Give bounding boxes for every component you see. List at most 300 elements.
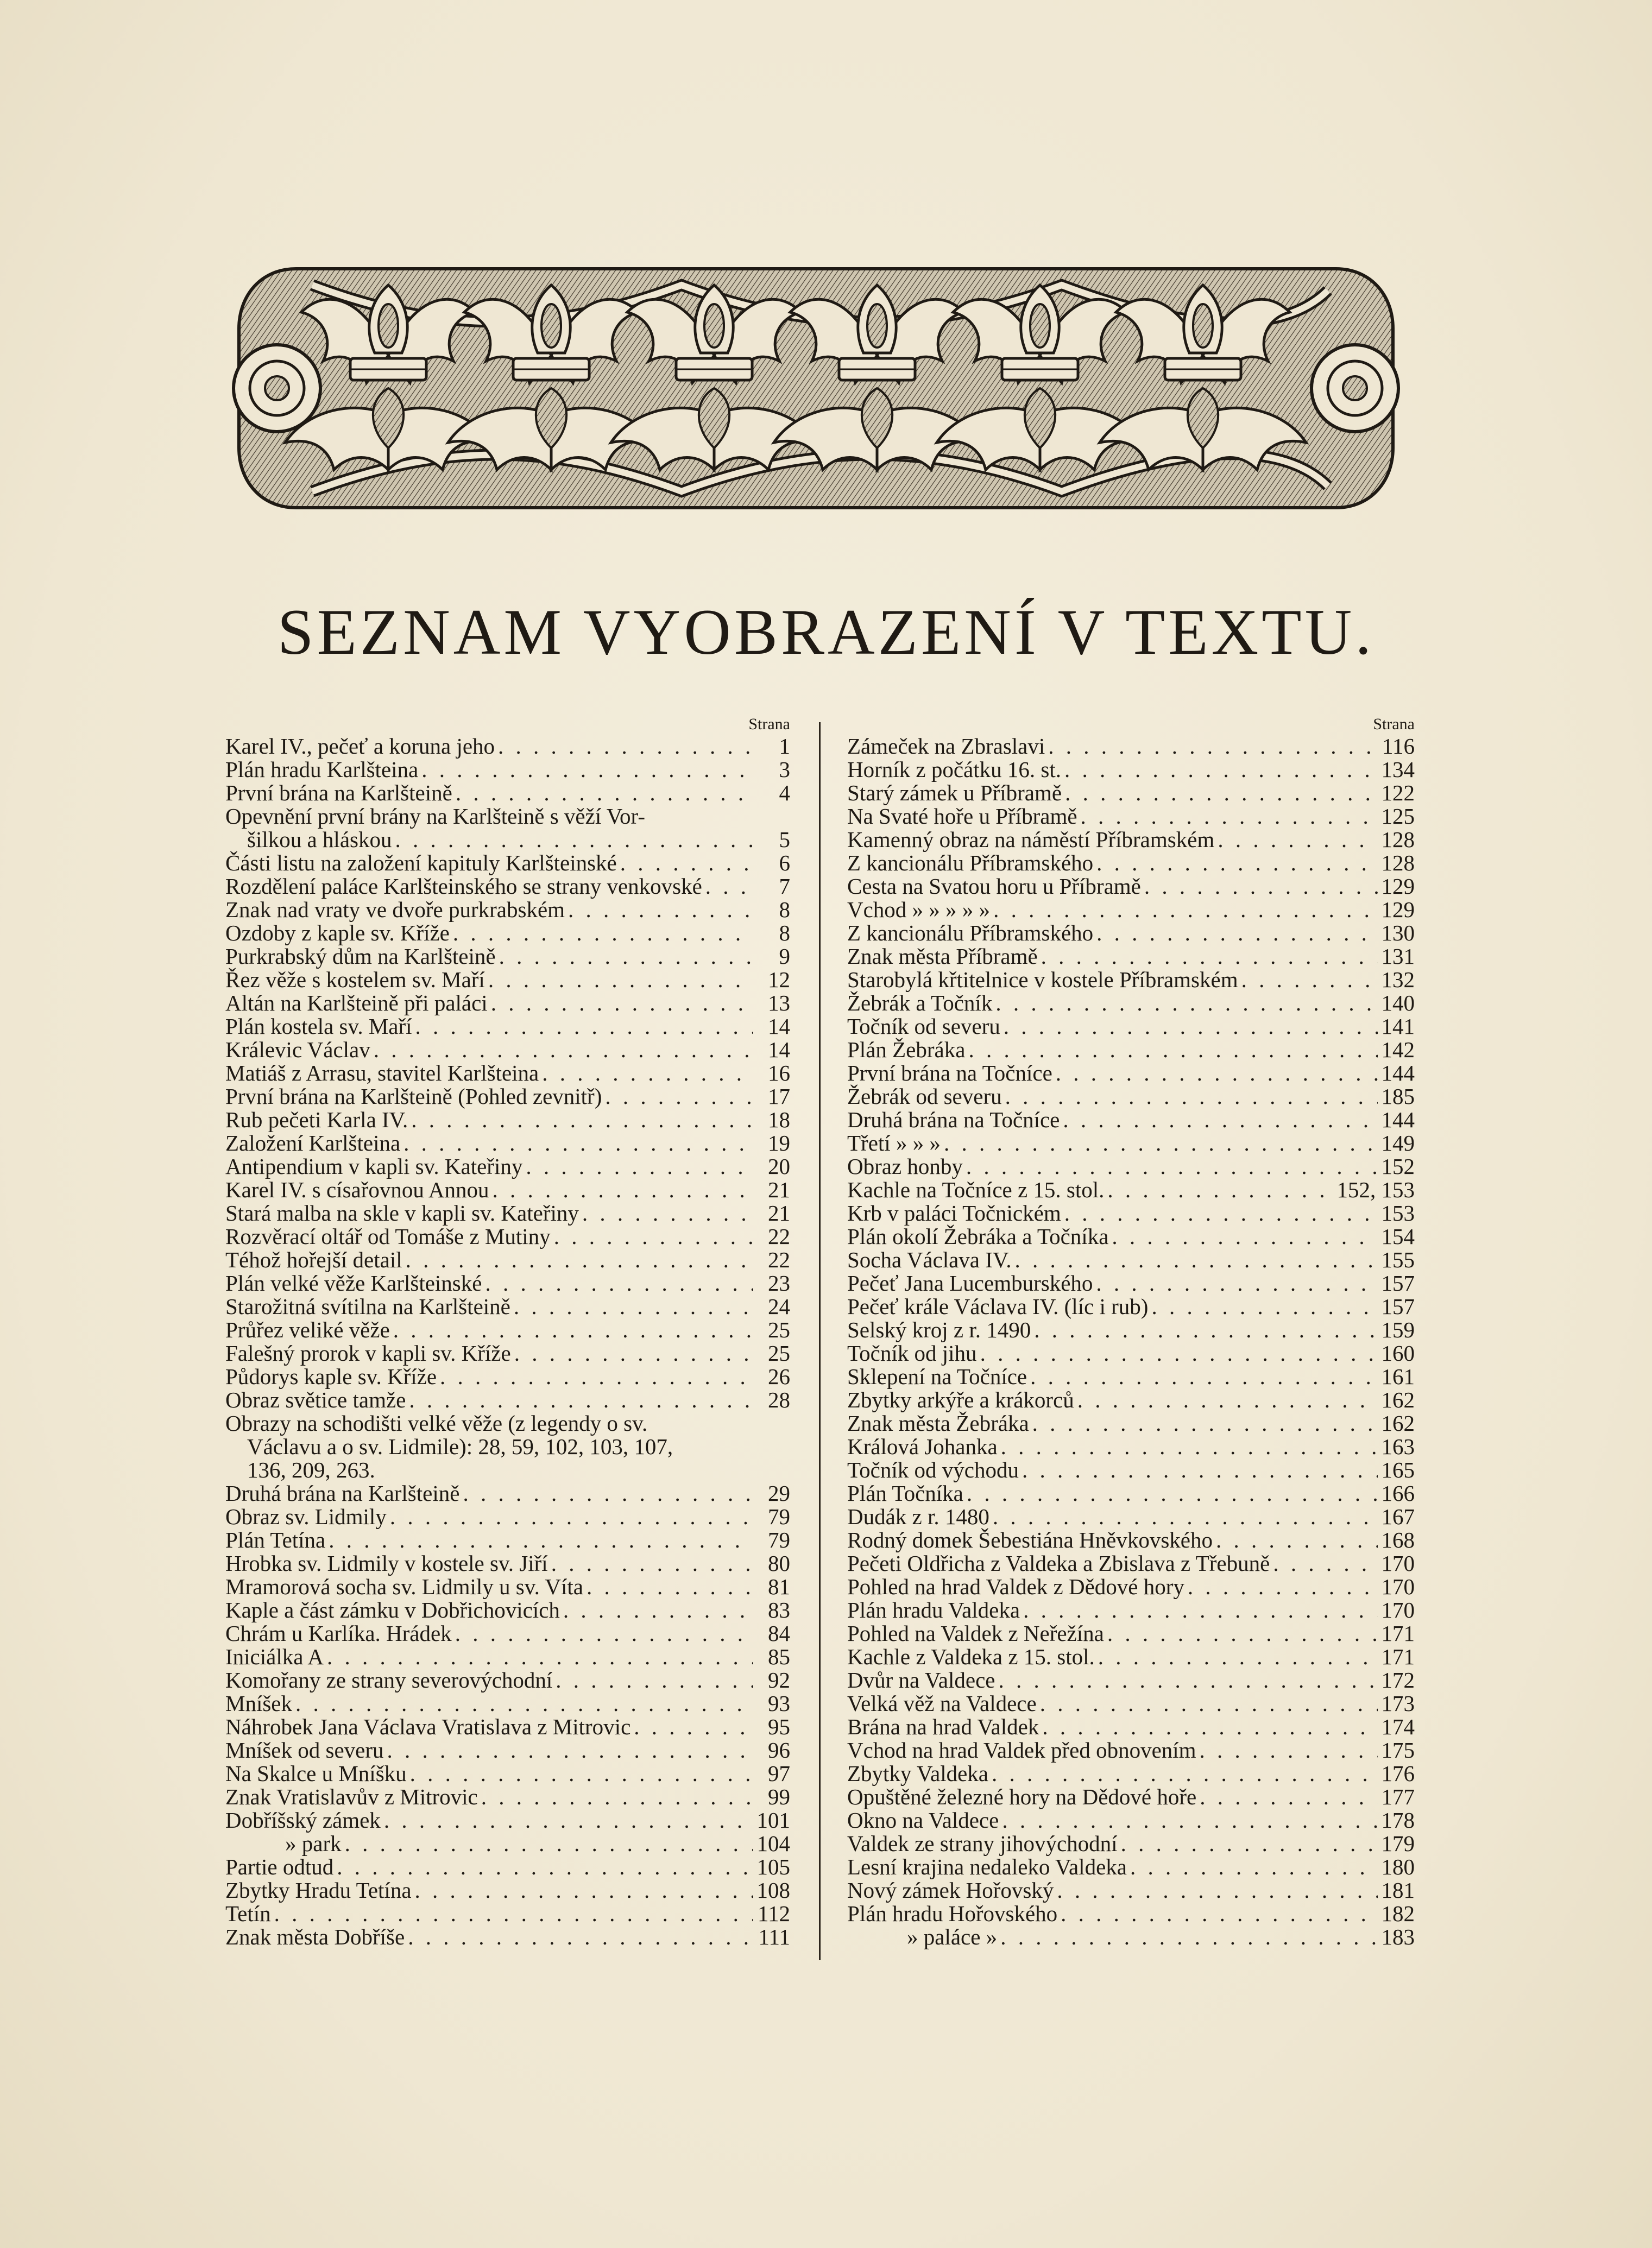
- list-item: [225, 1412, 790, 1482]
- leader-dots: [1108, 1225, 1378, 1248]
- page-number: 161: [1381, 1364, 1415, 1389]
- list-item: [847, 1832, 1415, 1855]
- page-number: 93: [768, 1691, 790, 1716]
- leader-dots: [482, 1272, 753, 1295]
- page-number: 9: [779, 944, 790, 969]
- page-number: 157: [1381, 1294, 1415, 1319]
- page-number: 128: [1381, 827, 1415, 852]
- entry-title: Kamenný obraz na náměstí Příbramském: [847, 827, 1215, 852]
- page-number: 128: [1381, 850, 1415, 875]
- leader-dots: [1054, 1879, 1378, 1902]
- entry-title: Sklepení na Točníce: [847, 1364, 1027, 1389]
- entry-title: Plán velké věže Karlšteinské: [225, 1271, 482, 1296]
- page-number: 149: [1381, 1131, 1415, 1155]
- list-item: [225, 875, 790, 898]
- entry-title: Druhá brána na Karlšteině: [225, 1481, 460, 1506]
- entry-title: Starý zámek u Příbramě: [847, 780, 1062, 805]
- list-item: [225, 898, 790, 921]
- list-item: [225, 1622, 790, 1645]
- page-number: 177: [1381, 1784, 1415, 1809]
- page-number: 6: [779, 850, 790, 875]
- page-number: 153: [1381, 1201, 1415, 1226]
- page-number: 25: [768, 1317, 790, 1342]
- entry-title: Kaple a část zámku v Dobřichovicích: [225, 1597, 560, 1622]
- page-number: 129: [1381, 897, 1415, 922]
- entry-title: První brána na Točníce: [847, 1060, 1052, 1085]
- list-item: [225, 1318, 790, 1342]
- entry-title: Znak Vratislavův z Mitrovic: [225, 1784, 478, 1809]
- leader-dots: [583, 1575, 753, 1599]
- leader-dots: [988, 1762, 1378, 1785]
- entry-title: Žebrák od severu: [847, 1084, 1002, 1109]
- list-item: [847, 1412, 1415, 1435]
- list-item: [847, 1015, 1415, 1038]
- list-item: [847, 1295, 1415, 1318]
- page-number: 8: [779, 920, 790, 945]
- page-number: 25: [768, 1341, 790, 1366]
- list-item: [847, 1715, 1415, 1739]
- page-number: 116: [1382, 734, 1415, 759]
- list-item: [225, 1902, 790, 1925]
- list-item: [847, 1365, 1415, 1388]
- leader-dots: [1019, 1458, 1378, 1482]
- leader-dots: [702, 875, 753, 898]
- entry-title: Socha Václava IV.: [847, 1247, 1012, 1272]
- leader-dots: [990, 898, 1378, 921]
- page-number: 104: [756, 1831, 790, 1856]
- right-column: [847, 714, 1415, 1949]
- list-item: [225, 1038, 790, 1062]
- entry-title: Plán Točníka: [847, 1481, 963, 1506]
- page-number: 26: [768, 1364, 790, 1389]
- strana-header: Strana: [1373, 715, 1415, 733]
- list-item: [847, 1622, 1415, 1645]
- leader-dots: [405, 1925, 753, 1949]
- leader-dots: [408, 1108, 753, 1132]
- leader-dots: [1238, 968, 1378, 992]
- list-item: [847, 945, 1415, 968]
- list-item: [847, 1155, 1415, 1178]
- list-item: [847, 968, 1415, 992]
- list-item: [225, 735, 790, 758]
- entry-title: Pečeť Jana Lucemburského: [847, 1271, 1093, 1296]
- leader-dots: [602, 1085, 753, 1108]
- list-item: [847, 1739, 1415, 1762]
- leader-dots: [406, 1388, 753, 1412]
- leader-dots: [963, 1155, 1378, 1178]
- list-item: [225, 1599, 790, 1622]
- leader-dots: [1038, 945, 1378, 968]
- leader-dots: [1061, 1202, 1378, 1225]
- entry-title: Krb v paláci Točnickém: [847, 1201, 1061, 1226]
- leader-dots: [965, 1038, 1378, 1062]
- leader-dots: [1270, 1552, 1378, 1575]
- page-number: 170: [1381, 1551, 1415, 1576]
- list-item: [847, 1318, 1415, 1342]
- entry-title: Horník z počátku 16. st.: [847, 757, 1061, 782]
- leader-dots: [271, 1902, 753, 1925]
- leader-dots: [1020, 1599, 1378, 1622]
- entry-title: Králevic Václav: [225, 1037, 370, 1062]
- leader-dots: [392, 828, 753, 851]
- list-item: [847, 735, 1415, 758]
- leader-dots: [552, 1669, 753, 1692]
- page-number: 19: [768, 1131, 790, 1155]
- entry-title: Kachle z Valdeka z 15. stol.: [847, 1644, 1095, 1669]
- leader-dots: [1029, 1412, 1378, 1435]
- entry-title: Vchod na hrad Valdek před obnovením: [847, 1738, 1196, 1763]
- entry-title: Iniciálka A: [225, 1644, 324, 1669]
- entry-title: První brána na Karlšteině: [225, 780, 452, 805]
- page-number: 21: [768, 1177, 790, 1202]
- list-item: [847, 1529, 1415, 1552]
- page-title: SEZNAM VYOBRAZENÍ V TEXTU.: [277, 596, 1375, 668]
- list-item: [847, 1458, 1415, 1482]
- list-item: [847, 1178, 1415, 1202]
- leader-dots: [1095, 1645, 1378, 1669]
- list-item: [847, 1902, 1415, 1925]
- list-item: [225, 805, 790, 828]
- page-number: 22: [768, 1224, 790, 1249]
- leader-dots: [1002, 1085, 1378, 1108]
- entry-title: Z kancionálu Příbramského: [847, 920, 1094, 945]
- list-item: [847, 1062, 1415, 1085]
- page-number: 21: [768, 1201, 790, 1226]
- entry-title: Z kancionálu Příbramského: [847, 850, 1094, 875]
- list-item: [847, 1669, 1415, 1692]
- entry-title: Chrám u Karlíka. Hrádek: [225, 1621, 452, 1646]
- page-number: 131: [1381, 944, 1415, 969]
- leader-dots: [402, 1248, 753, 1272]
- entry-title: Znak města Dobříše: [225, 1924, 405, 1949]
- page-number: 144: [1381, 1107, 1415, 1132]
- leader-dots: [1062, 781, 1378, 805]
- list-item: [225, 1552, 790, 1575]
- entry-title: První brána na Karlšteině (Pohled zevnitř): [225, 1084, 602, 1109]
- leader-dots: [459, 1482, 753, 1505]
- page-number: 175: [1381, 1738, 1415, 1763]
- entry-title: Náhrobek Jana Václava Vratislava z Mitrovic: [225, 1714, 631, 1739]
- page-number: 142: [1381, 1037, 1415, 1062]
- page-number: 79: [768, 1504, 790, 1529]
- list-item: [847, 1762, 1415, 1785]
- leader-dots: [1148, 1295, 1378, 1318]
- list-item: [225, 945, 790, 968]
- list-item: [225, 1482, 790, 1505]
- list-item: [847, 921, 1415, 945]
- leader-dots: [1060, 1108, 1378, 1132]
- page-number: 85: [768, 1644, 790, 1669]
- list-item: [225, 1645, 790, 1669]
- page-number: 13: [768, 990, 790, 1015]
- entry-title: Plán okolí Žebráka a Točníka: [847, 1224, 1109, 1249]
- list-item: [847, 875, 1415, 898]
- entry-title: Obraz honby: [847, 1154, 963, 1179]
- entry-title: Hrobka sv. Lidmily v kostele sv. Jiří: [225, 1551, 548, 1576]
- entry-title: Starožitná svítilna na Karlšteině: [225, 1294, 510, 1319]
- list-item: [847, 758, 1415, 781]
- page-number: 171: [1381, 1621, 1415, 1646]
- list-item: [847, 1248, 1415, 1272]
- list-item: [847, 1482, 1415, 1505]
- page-number: 96: [768, 1738, 790, 1763]
- page-number: 159: [1381, 1317, 1415, 1342]
- leader-dots: [325, 1529, 753, 1552]
- entry-title: Tetín: [225, 1901, 271, 1926]
- entry-title: Točník od severu: [847, 1014, 1000, 1039]
- entry-title: Nový zámek Hořovský: [847, 1878, 1054, 1903]
- entry-title: Pečeť krále Václava IV. (líc i rub): [847, 1294, 1149, 1319]
- list-item: [225, 1062, 790, 1085]
- leader-dots: [437, 1365, 753, 1388]
- leader-dots: [997, 1925, 1378, 1949]
- page-number: 28: [768, 1387, 790, 1412]
- leader-dots: [1074, 1388, 1378, 1412]
- leader-dots: [1184, 1575, 1378, 1599]
- list-item: [847, 1108, 1415, 1132]
- list-item: [847, 1809, 1415, 1832]
- page-number: 20: [768, 1154, 790, 1179]
- entry-title: Dudák z r. 1480: [847, 1504, 989, 1529]
- list-item: [225, 1132, 790, 1155]
- leader-dots: [412, 1015, 753, 1038]
- entry-title: Altán na Karlšteině při paláci: [225, 990, 488, 1015]
- page-number: 108: [756, 1878, 790, 1903]
- list-item: [225, 1178, 790, 1202]
- entry-title: Opuštěné železné hory na Dědové hoře: [847, 1784, 1197, 1809]
- page-number: 16: [768, 1060, 790, 1085]
- page-number: 101: [756, 1808, 790, 1833]
- entry-title: Znak města Příbramě: [847, 944, 1038, 969]
- entry-title: Karel IV. s císařovnou Annou: [225, 1177, 489, 1202]
- leader-dots: [998, 1435, 1378, 1458]
- page-number: 140: [1381, 990, 1415, 1015]
- leader-dots: [1196, 1739, 1378, 1762]
- page-number: 157: [1381, 1271, 1415, 1296]
- page-number: 14: [768, 1037, 790, 1062]
- list-item: [225, 781, 790, 805]
- leader-dots: [1052, 1062, 1378, 1085]
- strana-header: Strana: [748, 715, 790, 733]
- leader-dots: [1196, 1785, 1378, 1809]
- page-number: 163: [1381, 1434, 1415, 1459]
- list-item: [847, 1085, 1415, 1108]
- leader-dots: [488, 992, 753, 1015]
- leader-dots: [941, 1132, 1378, 1155]
- list-item: [847, 992, 1415, 1015]
- leader-dots: [522, 1155, 753, 1178]
- list-item: [847, 1505, 1415, 1529]
- entry-title: Václavu a o sv. Lidmile): 28, 59, 102, 103, 107,: [247, 1434, 673, 1459]
- entry-title: Ozdoby z kaple sv. Kříže: [225, 920, 450, 945]
- leader-dots: [370, 1038, 753, 1062]
- list-item: [225, 1785, 790, 1809]
- page-number: 166: [1381, 1481, 1415, 1506]
- list-item: [225, 1832, 790, 1855]
- page-number: 12: [768, 967, 790, 992]
- leader-dots: [548, 1552, 753, 1575]
- list-item: [847, 851, 1415, 875]
- leader-dots: [1037, 1692, 1378, 1715]
- entry-title: Na Skalce u Mníšku: [225, 1761, 407, 1786]
- left-column: [225, 714, 790, 1949]
- page-number: 168: [1381, 1527, 1415, 1552]
- entry-title: Zbytky arkýře a krákorců: [847, 1387, 1074, 1412]
- page-number: 130: [1381, 920, 1415, 945]
- page-number: 167: [1381, 1504, 1415, 1529]
- entry-title: Plán Tetína: [225, 1527, 326, 1552]
- leader-dots: [418, 758, 753, 781]
- list-item: [225, 1225, 790, 1248]
- entry-title: Plán Žebráka: [847, 1037, 966, 1062]
- leader-dots: [999, 1809, 1378, 1832]
- list-item: [225, 1762, 790, 1785]
- entry-title: Na Svaté hoře u Příbramě: [847, 804, 1077, 829]
- page-number: 14: [768, 1014, 790, 1039]
- page-number: 111: [758, 1924, 790, 1949]
- leader-dots: [381, 1809, 753, 1832]
- list-item: [225, 1505, 790, 1529]
- left-entries: [225, 735, 790, 1949]
- page-number: 105: [756, 1854, 790, 1879]
- page-number: 84: [768, 1621, 790, 1646]
- leader-dots: [450, 921, 753, 945]
- leader-dots: [1061, 758, 1378, 781]
- page-number: 3: [779, 757, 790, 782]
- leader-dots: [551, 1225, 753, 1248]
- list-item: [225, 1248, 790, 1272]
- page-number: 95: [768, 1714, 790, 1739]
- page-number: 162: [1381, 1387, 1415, 1412]
- list-item: [847, 1132, 1415, 1155]
- list-item: [847, 1692, 1415, 1715]
- page-number: 17: [768, 1084, 790, 1109]
- page-number: 178: [1381, 1808, 1415, 1833]
- entry-title: Plán hradu Karlšteina: [225, 757, 419, 782]
- page-number: 1: [779, 734, 790, 759]
- entry-title: Opevnění první brány na Karlšteině s věží Vor-: [225, 804, 646, 829]
- leader-dots: [496, 945, 753, 968]
- page-number: 181: [1381, 1878, 1415, 1903]
- entry-title: » park: [285, 1831, 342, 1856]
- page-number: 171: [1381, 1644, 1415, 1669]
- leader-dots: [495, 735, 753, 758]
- page-number: 134: [1381, 757, 1415, 782]
- list-item: [847, 1552, 1415, 1575]
- leader-dots: [617, 851, 753, 875]
- list-item: [847, 828, 1415, 851]
- list-item-continuation: [225, 828, 790, 851]
- entry-title: Zbytky Valdeka: [847, 1761, 988, 1786]
- entry-title: Selský kroj z r. 1490: [847, 1317, 1031, 1342]
- entry-title: Půdorys kaple sv. Kříže: [225, 1364, 437, 1389]
- entry-title: Partie odtud: [225, 1854, 334, 1879]
- entry-title: Znak města Žebráka: [847, 1411, 1029, 1436]
- page-number: 155: [1381, 1247, 1415, 1272]
- column-divider: [819, 722, 821, 1960]
- leader-dots: [511, 1342, 753, 1365]
- leader-dots: [1213, 1529, 1378, 1552]
- page-number: 152, 153: [1336, 1177, 1415, 1202]
- entry-title: Rozdělení paláce Karlšteinského se strany venkovské: [225, 874, 702, 899]
- page-number: 180: [1381, 1854, 1415, 1879]
- page-number: 154: [1381, 1224, 1415, 1249]
- entry-title: Matiáš z Arrasu, stavitel Karlšteina: [225, 1060, 539, 1085]
- entry-title: Stará malba na skle v kapli sv. Kateřiny: [225, 1201, 579, 1226]
- entry-title: Obraz světice tamže: [225, 1387, 406, 1412]
- list-item: [225, 1342, 790, 1365]
- entry-title: Založení Karlšteina: [225, 1131, 401, 1155]
- entry-title: Komořany ze strany severovýchodní: [225, 1668, 553, 1693]
- list-item: [225, 1855, 790, 1879]
- list-item: [225, 1272, 790, 1295]
- leader-dots: [630, 1715, 753, 1739]
- leader-dots: [1093, 1272, 1378, 1295]
- page-number: 183: [1381, 1924, 1415, 1949]
- page-number: 5: [779, 827, 790, 852]
- list-item: [225, 1085, 790, 1108]
- entry-title: Falešný prorok v kapli sv. Kříže: [225, 1341, 511, 1366]
- list-item: [225, 1879, 790, 1902]
- leader-dots: [1045, 735, 1378, 758]
- page-number: 83: [768, 1597, 790, 1622]
- list-item: [225, 1925, 790, 1949]
- leader-dots: [390, 1318, 753, 1342]
- entry-title: Starobylá křtitelnice v kostele Příbramském: [847, 967, 1238, 992]
- entry-title: » paláce »: [907, 1924, 998, 1949]
- entry-title: 136, 209, 263.: [247, 1457, 375, 1482]
- page-number: 165: [1381, 1457, 1415, 1482]
- page-number: 172: [1381, 1668, 1415, 1693]
- leader-dots: [992, 992, 1378, 1015]
- list-item: [225, 1692, 790, 1715]
- page-number: 141: [1381, 1014, 1415, 1039]
- page-number: 144: [1381, 1060, 1415, 1085]
- page-number: 170: [1381, 1597, 1415, 1622]
- entry-title: Plán hradu Valdeka: [847, 1597, 1020, 1622]
- leader-dots: [1214, 828, 1378, 851]
- list-item: [847, 805, 1415, 828]
- list-item: [847, 1575, 1415, 1599]
- entry-title: Třetí » » »: [847, 1131, 941, 1155]
- entry-title: Mramorová socha sv. Lidmily u sv. Víta: [225, 1574, 583, 1599]
- leader-dots: [333, 1855, 753, 1879]
- entry-title: Plán hradu Hořovského: [847, 1901, 1058, 1926]
- entry-title: Velká věž na Valdece: [847, 1691, 1037, 1716]
- leader-dots: [1093, 921, 1378, 945]
- entry-title: Zámeček na Zbraslavi: [847, 734, 1045, 759]
- entry-title: Valdek ze strany jihovýchodní: [847, 1831, 1118, 1856]
- leader-dots: [412, 1879, 753, 1902]
- page-number: 152: [1381, 1154, 1415, 1179]
- leader-dots: [1031, 1318, 1378, 1342]
- list-item: [225, 992, 790, 1015]
- leader-dots: [1104, 1622, 1378, 1645]
- list-item: [225, 921, 790, 945]
- leader-dots: [1093, 851, 1378, 875]
- page-number: 125: [1381, 804, 1415, 829]
- page-number: 4: [779, 780, 790, 805]
- entry-title: Rodný domek Šebestiána Hněvkovského: [847, 1527, 1213, 1552]
- leader-dots: [1039, 1715, 1378, 1739]
- leader-dots: [452, 1622, 753, 1645]
- list-item: [847, 1272, 1415, 1295]
- right-entries: [847, 735, 1415, 1949]
- page-number: 160: [1381, 1341, 1415, 1366]
- page-number: 176: [1381, 1761, 1415, 1786]
- leader-dots: [452, 781, 753, 805]
- page-number: 7: [779, 874, 790, 899]
